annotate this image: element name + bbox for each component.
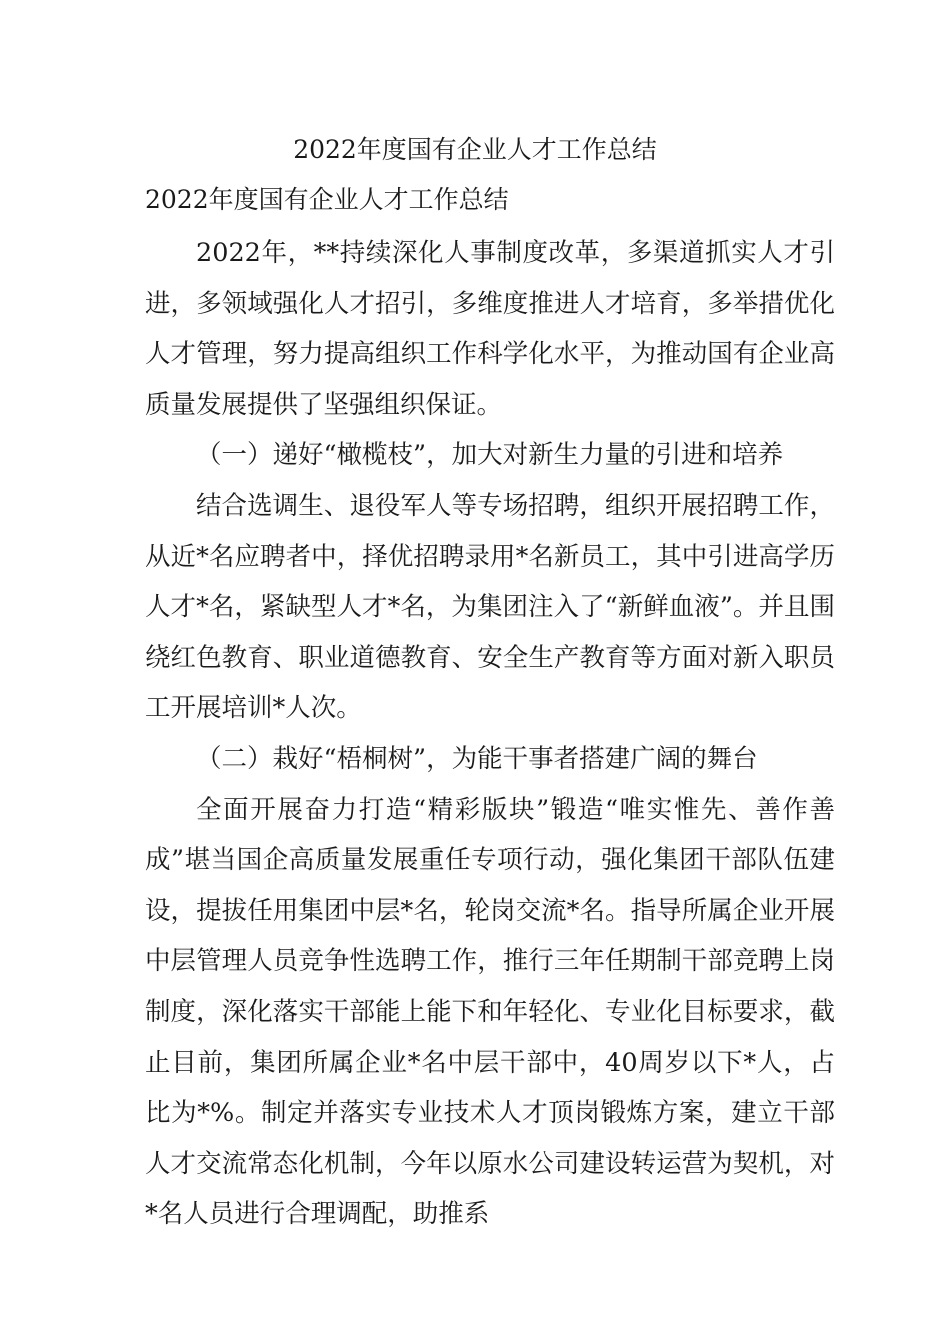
document-subtitle: 2022年度国有企业人才工作总结 [145, 185, 509, 214]
intro-paragraph: 2022年，**持续深化人事制度改革，多渠道抓实人才引进，多领域强化人才招引，多维度推进人才培育，多举措优化人才管理，努力提高组织工作科学化水平，为推动国有企业高质量发展提供了坚强组织保证。 [145, 238, 835, 420]
document-body [145, 228, 835, 1240]
section-1-paragraph: 结合选调生、退役军人等专场招聘，组织开展招聘工作，从近*名应聘者中，择优招聘录用*名新员工，其中引进高学历人才*名，紧缺型人才*名，为集团注入了“新鲜血液”。并且围绕红色教育、职业道德教育、安全生产教育等方面对新入职员工开展培训*人次。 [145, 490, 835, 724]
section-heading-1: （一）递好“橄榄枝”，加大对新生力量的引进和培养 [196, 440, 784, 471]
document-title: 2022年度国有企业人才工作总结 [293, 135, 657, 164]
section-2-paragraph: 全面开展奋力打造“精彩版块”锻造“唯实惟先、善作善成”堪当国企高质量发展重任专项行动，强化集团干部队伍建设，提拔任用集团中层*名，轮岗交流*名。指导所属企业开展中层管理人员竞争性选聘工作，推行三年任期制干部竞聘上岗制度，深化落实干部能上能下和年轻化、专业化目标要求，截止目前，集团所属企业*名中层干部中，40周岁以下*人，占比为*%。制定并落实专业技术人才顶岗锻炼方案，建立干部人才交流常态化机制，今年以原水公司建设转运营为契机，对*名人员进行合理调配，助推系 [145, 794, 835, 1230]
section-heading-2: （二）栽好“梧桐树”，为能干事者搭建广阔的舞台 [196, 743, 758, 774]
